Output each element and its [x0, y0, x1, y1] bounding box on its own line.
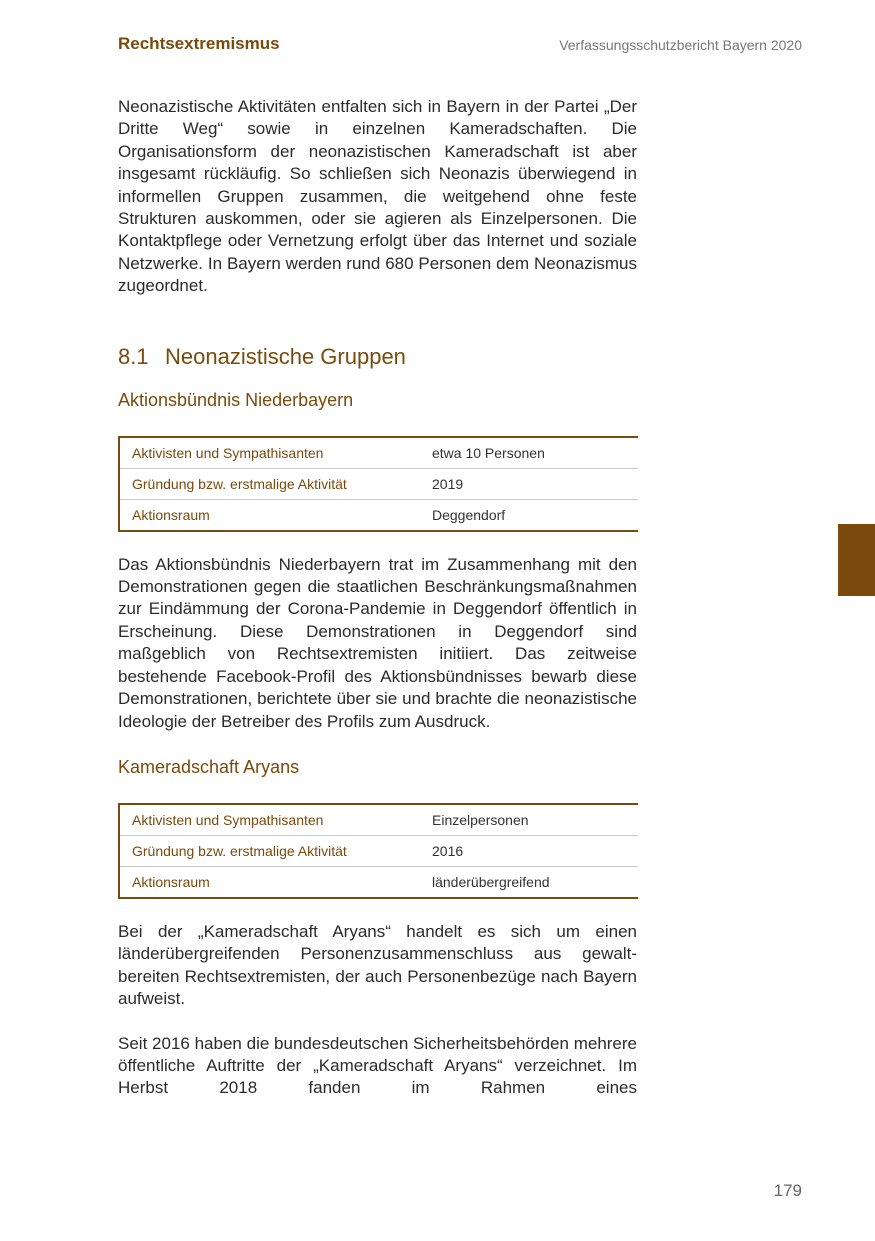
- chapter-thumb-tab: [838, 524, 875, 596]
- fact-value: Einzelpersonen: [432, 804, 638, 836]
- section-title: Neonazistische Gruppen: [165, 343, 406, 369]
- group-heading: Aktionsbündnis Niederbayern: [118, 389, 354, 410]
- fact-label: Aktivisten und Sympathisanten: [119, 437, 432, 469]
- group-fact-table: [118, 436, 638, 532]
- fact-label: Aktionsraum: [132, 507, 210, 524]
- group-paragraph: Das Aktionsbündnis Niederbayern trat im Zusammenhang mit den Demonstrationen gegen die staatlichen Beschränkungsmaßnahmen zur Eindämmung der Corona-Pandemie in Deggendorf öffentlich in Erscheinung. Diese Demonstrationen in Deggendorf sind maßgeblich von Rechtsextremisten initiiert. Das zeitweise bestehende Facebook-Profil des Aktionsbündnisses bewarb diese Demonstrationen, berichtete über sie und brachte die neonazistische Ideologie der Betreiber des Profils zum Ausdruck.: [118, 554, 637, 731]
- table-row: [119, 835, 638, 866]
- fact-value: 2016: [432, 835, 638, 866]
- section-heading: [118, 344, 637, 370]
- section-number: 8.1: [118, 343, 149, 369]
- fact-label: Gründung bzw. erstmalige Aktivität: [119, 835, 432, 866]
- running-header-section: Rechtsextremismus: [118, 34, 280, 53]
- intro-paragraph: Neonazistische Aktivitäten entfalten sich in Bayern in der Partei „Der Dritte Weg“ sowie in einzelnen Kameradschaften. Die Organisationsform der neonazistischen Kameradschaft ist aber insgesamt rückläufig. So schließen sich Neonazis überwiegend in informellen Gruppen zusammen, die weitgehend ohne feste Strukturen auskommen, oder sie agieren als Einzelpersonen. Die Kontaktpflege oder Vernetzung erfolgt über das Internet und soziale Netzwerke. In Bayern werden rund 680 Personen dem Neonazismus zugeordnet.: [118, 97, 637, 296]
- group-heading: Kameradschaft Aryans: [118, 756, 300, 777]
- table-row: [119, 866, 638, 898]
- page-body: [118, 96, 637, 1100]
- fact-label: Aktionsraum: [132, 874, 210, 891]
- group-fact-table: [118, 803, 638, 899]
- table-row: [119, 468, 638, 499]
- group-paragraph: Seit 2016 haben die bundesdeutschen Sicherheitsbehörden mehrere öffentliche Auftritte der „Kameradschaft Aryans“ verzeichnet. Im Herbst 2018 fanden im Rahmen eines: [118, 1033, 637, 1098]
- fact-value: Deggendorf: [432, 507, 506, 524]
- fact-value: 2019: [432, 468, 638, 499]
- group-paragraph: Bei der „Kameradschaft Aryans“ handelt es sich um einen länderübergreifenden Personenzusammenschluss aus gewaltbereiten Rechtsextremisten, der auch Personenbezüge nach Bayern aufweist.: [118, 921, 637, 1009]
- table-row: [119, 437, 638, 469]
- fact-label: Gründung bzw. erstmalige Aktivität: [119, 468, 432, 499]
- page-number: 179: [773, 1181, 802, 1200]
- table-row: [119, 804, 638, 836]
- table-row: [119, 499, 638, 531]
- fact-value: länderübergreifend: [432, 874, 550, 891]
- fact-label: Aktivisten und Sympathisanten: [119, 804, 432, 836]
- fact-value: etwa 10 Personen: [432, 437, 638, 469]
- running-header-report-title: Verfassungsschutzbericht Bayern 2020: [559, 37, 802, 53]
